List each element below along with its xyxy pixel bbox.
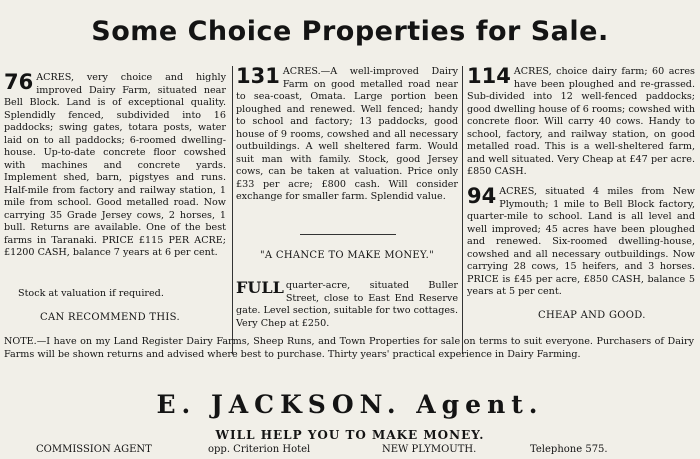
agent-name: E. JACKSON. Agent. [156, 390, 544, 419]
advert-headline: Some Choice Properties for Sale. [91, 16, 609, 47]
land-register-note: NOTE.—I have on my Land Register Dairy Farms, Sheep Runs, and Town Properties for sale on terms to suit everyone. Purchasers of Dairy Farms will be shown returns and advised where best to purchase. Thirty years' practical experience in Dairy Farming. [4, 336, 694, 360]
section-divider [300, 234, 396, 235]
listing-text: quarter-acre, situated Buller Street, close to East End Reserve gate. Level section, suitable for two cottages. Very Chep at £250. [236, 280, 458, 329]
chance-heading: "A CHANCE TO MAKE MONEY." [259, 250, 434, 261]
listing-131-acres [236, 66, 458, 204]
quarter-acre-listing [236, 280, 458, 330]
listing-text: ACRES, choice dairy farm; 60 acres have been ploughed and re-grassed. Sub-divided into 12 well-fenced paddocks; good dwelling house of 6 rooms; cowshed with concrete floor. Will carry 40 cows. Handy to school, factory, and railway station, on good metalled road. This is a well-sheltered farm, and well situated. Very Cheap at £47 per acre. £850 CASH. [467, 66, 695, 177]
stock-note: Stock at valuation if required. [18, 288, 164, 299]
listing-76-acres [4, 72, 226, 260]
listing-text: ACRES.—A well-improved Dairy Farm on good metalled road near to sea-coast, Omata. Large portion been ploughed and renewed. Well fenced; handy to school and factory; 13 paddocks, good house of 9 rooms, cowshed and all necessary outbuildings. A well sheltered farm. Would suit man with family. Stock, good Jersey cows, can be taken at valuation. Price only £33 per acre; £800 cash. Will consider exchange for smaller farm. Splendid value. [236, 66, 458, 202]
listing-94-acres [467, 186, 695, 299]
lot-number: 131 [236, 64, 280, 88]
telephone: Telephone 575. [530, 444, 608, 455]
listing-114-acres [467, 66, 695, 179]
listing-text: ACRES, very choice and highly improved Dairy Farm, situated near Bell Block. Land is of exceptional quality. Splendidly fenced, subdivided into 16 paddocks; swing gates, totara posts, water laid on to all paddocks; 6-roomed dwelling-house. Up-to-date concrete floor cowshed with machines and concrete yards. Implement shed, barn, pigstyes and runs. Half-mile from factory and railway station, 1 mile from school. Good metalled road. Now carrying 35 Grade Jersey cows, 2 horses, 1 bull. Returns are available. One of the best farms in Taranaki. PRICE £115 PER ACRE; £1200 CASH, balance 7 years at 6 per cent. [4, 72, 226, 258]
recommend-line: CAN RECOMMEND THIS. [40, 312, 180, 323]
address: opp. Criterion Hotel [208, 444, 311, 455]
column-divider [232, 66, 233, 354]
column-divider [462, 66, 463, 354]
lot-number: 76 [4, 70, 34, 94]
commission-agent: COMMISSION AGENT [36, 444, 152, 455]
cheap-line: CHEAP AND GOOD. [538, 310, 646, 321]
drop-word: FULL [236, 278, 284, 297]
town: NEW PLYMOUTH. [382, 444, 477, 455]
listing-text: ACRES, situated 4 miles from New Plymouth; 1 mile to Bell Block factory, quarter-mile to school. Land is all level and well improved; 45 acres have been ploughed and renewed. Six-roomed dwelling-house, cowshed and all necessary outbuildings. Now carrying 28 cows, 15 heifers, and 3 horses. PRICE is £45 per acre, £850 CASH, balance 5 years at 5 per cent. [467, 186, 695, 297]
lot-number: 94 [467, 184, 497, 208]
tagline: WILL HELP YOU TO MAKE MONEY. [215, 428, 485, 442]
lot-number: 114 [467, 64, 511, 88]
